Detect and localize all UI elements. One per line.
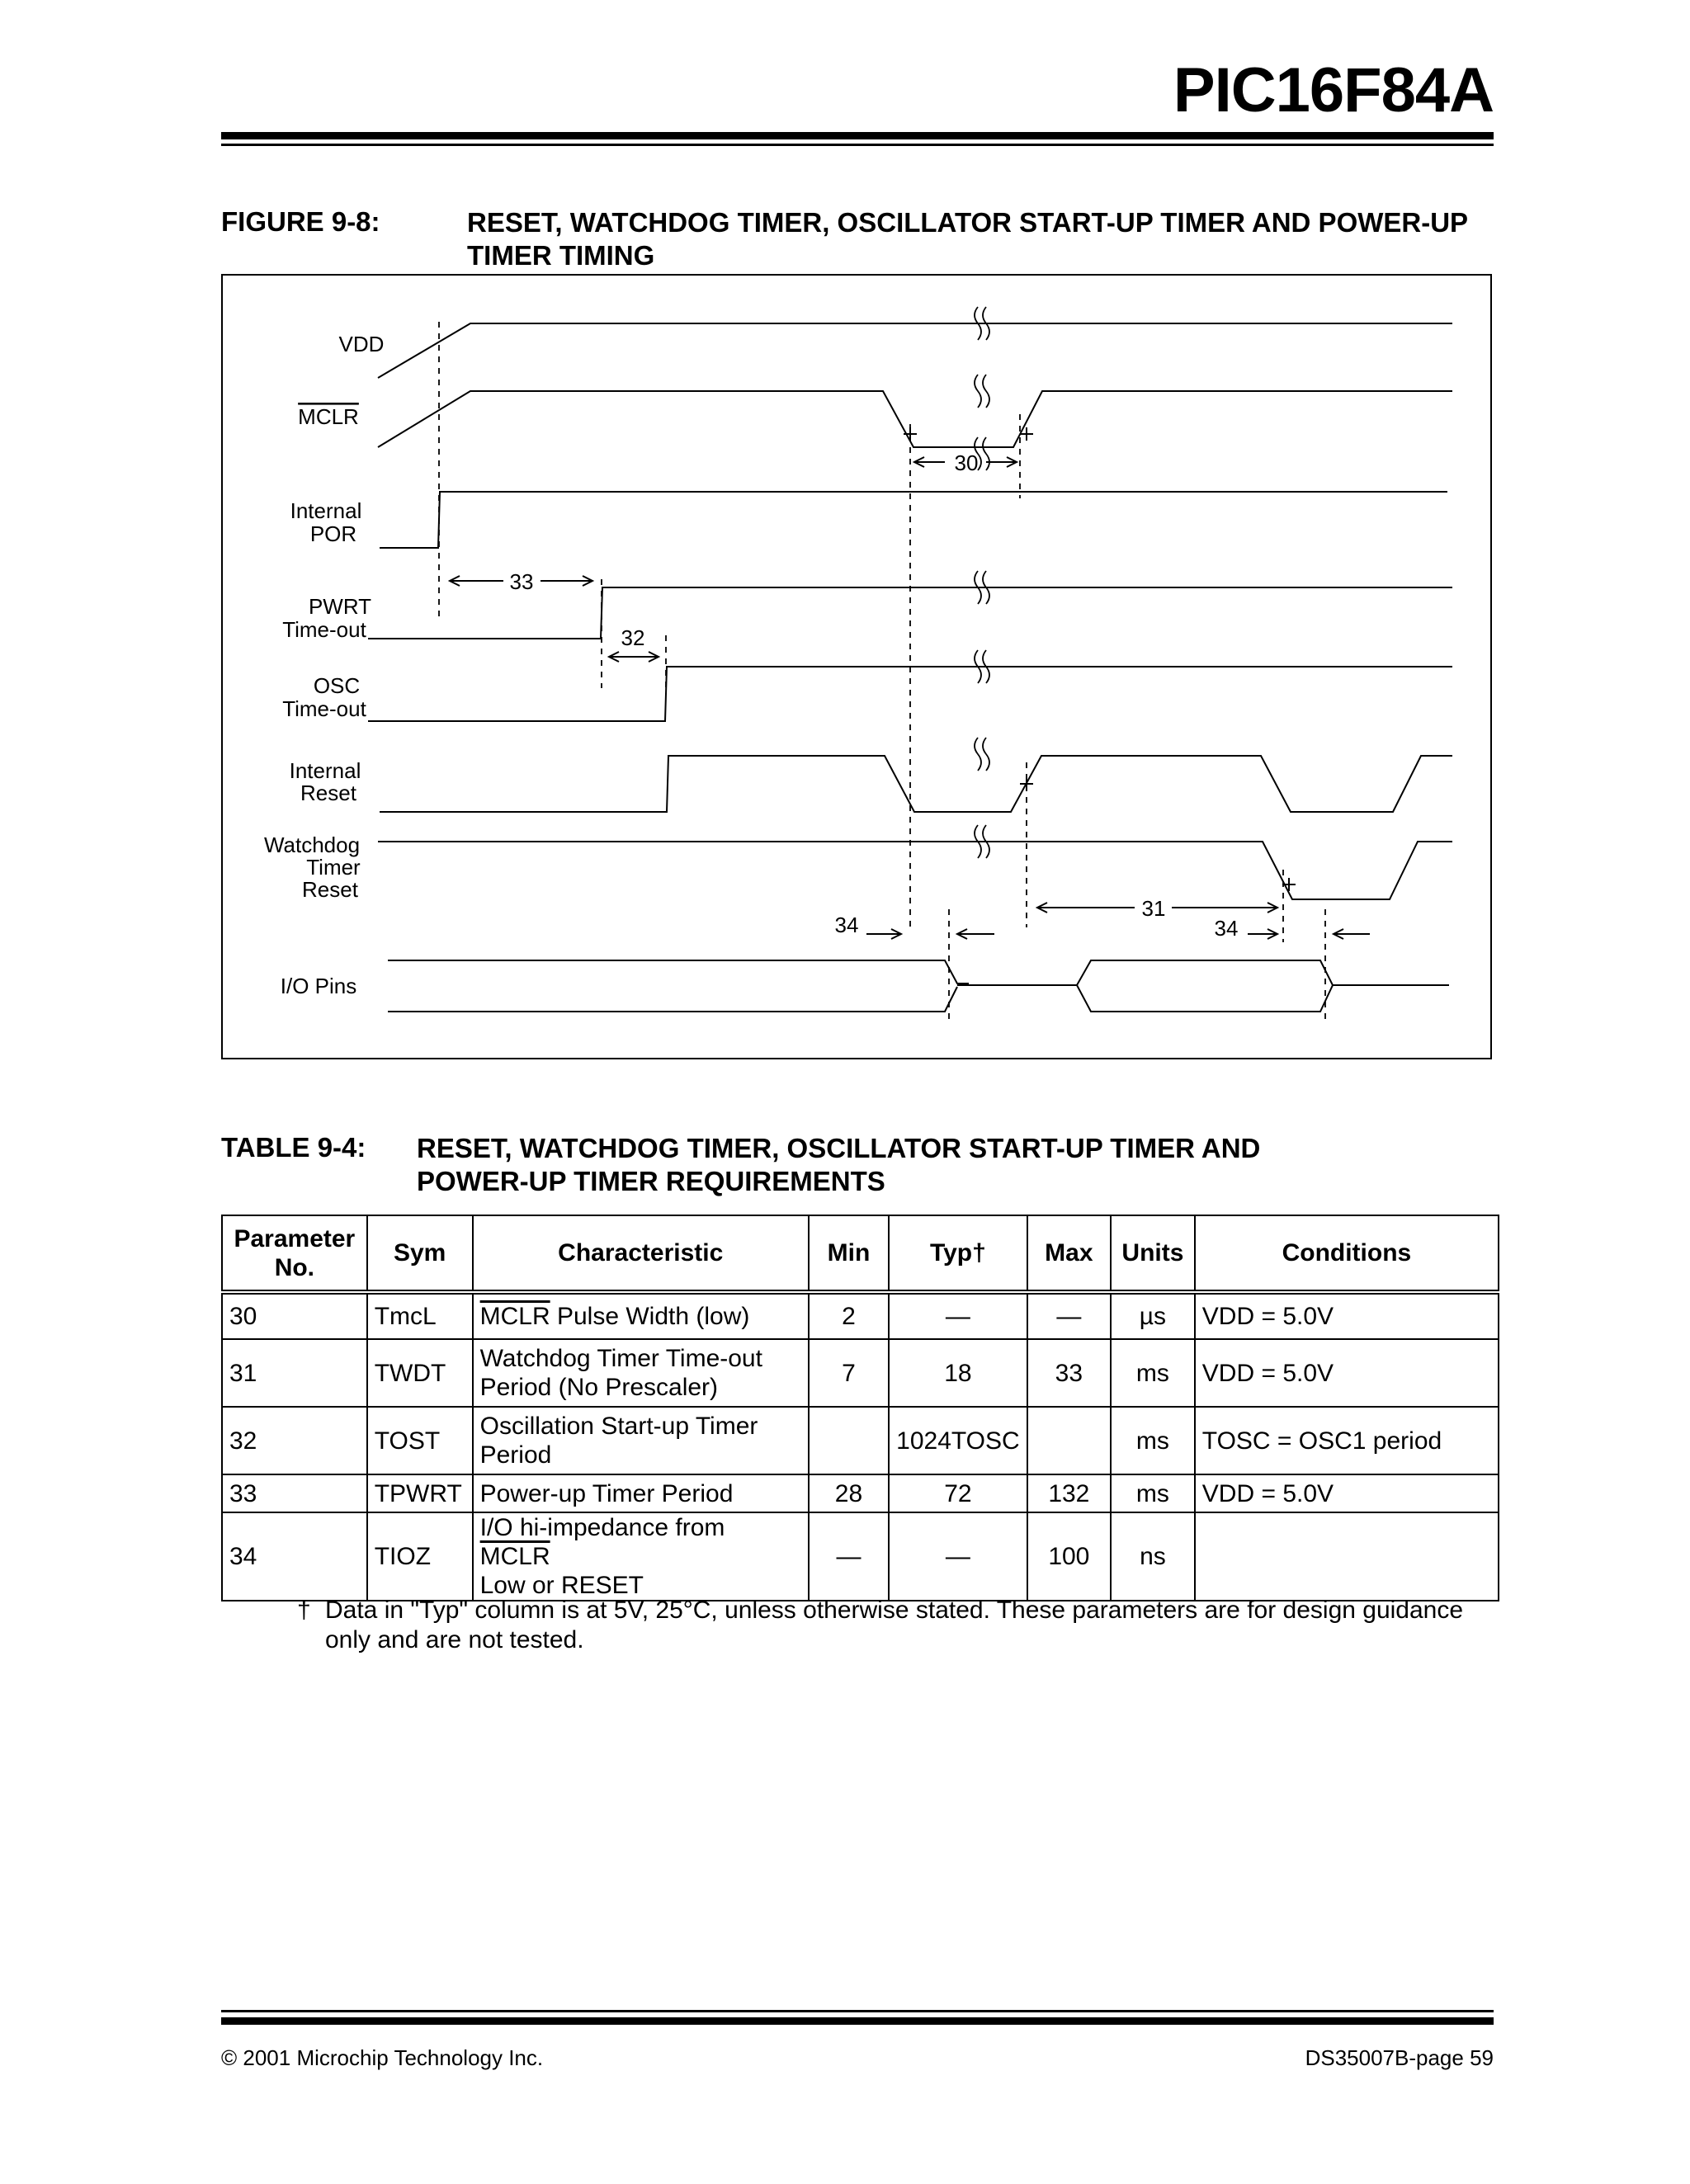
cell-min: 28: [809, 1474, 889, 1512]
cell-param: 31: [222, 1339, 367, 1407]
requirements-table: [221, 1215, 1499, 1601]
cell-sym: TmcL: [367, 1292, 473, 1339]
vdd-waveform: [378, 323, 1452, 378]
cell-conditions: VDD = 5.0V: [1195, 1474, 1499, 1512]
label-por-1: Internal: [290, 498, 362, 523]
table-row: [222, 1407, 1499, 1474]
cell-characteristic: Watchdog Timer Time-out Period (No Prescaler): [473, 1339, 809, 1407]
wdt-waveform: [378, 842, 1452, 899]
cell-sym: TIOZ: [367, 1512, 473, 1601]
timing-diagram: [221, 274, 1492, 1059]
cell-param: 32: [222, 1407, 367, 1474]
cell-typ: 72: [889, 1474, 1027, 1512]
por-waveform: [380, 492, 1447, 548]
marker-34-left: 34: [834, 913, 859, 937]
header-rule-thin: [221, 144, 1494, 146]
cell-characteristic: [473, 1292, 809, 1339]
mclr-overline-text: MCLR: [479, 1303, 550, 1330]
label-osc-1: OSC: [313, 673, 361, 698]
page-number: DS35007B-page 59: [1305, 2045, 1494, 2070]
header-sym: Sym: [367, 1215, 473, 1292]
table-row: [222, 1474, 1499, 1512]
mclr-overline-text: MCLR: [479, 1543, 550, 1570]
break-marks: [975, 307, 989, 858]
cell-characteristic: Power-up Timer Period: [473, 1474, 809, 1512]
mclr-waveform: [378, 391, 1452, 447]
cell-sym: TPWRT: [367, 1474, 473, 1512]
cell-conditions: [1195, 1512, 1499, 1601]
marker-33: 33: [509, 569, 534, 594]
marker-32: 32: [621, 625, 645, 650]
cell-characteristic: Oscillation Start-up Timer Period: [473, 1407, 809, 1474]
cell-min: 2: [809, 1292, 889, 1339]
label-vdd: VDD: [338, 332, 385, 356]
cell-characteristic: [473, 1512, 809, 1601]
label-pwrt-2: Time-out: [282, 617, 366, 642]
header-max: Max: [1027, 1215, 1111, 1292]
cell-typ: —: [889, 1512, 1027, 1601]
label-reset-2: Reset: [300, 781, 356, 805]
cell-conditions: TOSC = OSC1 period: [1195, 1407, 1499, 1474]
characteristic-text: I/O hi-impedance from: [479, 1514, 725, 1541]
header-min: Min: [809, 1215, 889, 1292]
cell-units: ms: [1111, 1407, 1195, 1474]
cell-min: —: [809, 1512, 889, 1601]
cell-units: ms: [1111, 1474, 1195, 1512]
reference-lines: [439, 322, 1325, 1023]
copyright: © 2001 Microchip Technology Inc.: [221, 2045, 544, 2070]
label-reset-1: Internal: [289, 758, 361, 783]
cell-min: [809, 1407, 889, 1474]
label-por-2: POR: [309, 521, 357, 546]
figure-title: RESET, WATCHDOG TIMER, OSCILLATOR START-UP TIMER AND POWER-UP TIMER TIMING: [467, 207, 1468, 271]
cell-sym: TWDT: [367, 1339, 473, 1407]
cell-units: ns: [1111, 1512, 1195, 1601]
io-waveform-top: [388, 960, 969, 984]
figure-number: FIGURE 9-8:: [221, 206, 380, 237]
label-osc-2: Time-out: [282, 696, 366, 721]
cell-param: 30: [222, 1292, 367, 1339]
document-title: PIC16F84A: [1173, 55, 1494, 125]
cell-typ: 1024TOSC: [889, 1407, 1027, 1474]
crossing-markers: [904, 427, 1296, 891]
label-mclr: MCLR: [298, 404, 359, 429]
marker-30: 30: [954, 450, 979, 475]
characteristic-text-tail: Low or RESET: [479, 1572, 644, 1599]
label-pwrt-1: PWRT: [308, 594, 372, 619]
reset-waveform: [380, 756, 1452, 812]
cell-max: [1027, 1407, 1111, 1474]
marker-34-right: 34: [1214, 916, 1239, 941]
table-row: [222, 1339, 1499, 1407]
table-number: TABLE 9-4:: [221, 1132, 366, 1163]
table-row: [222, 1292, 1499, 1339]
cell-typ: 18: [889, 1339, 1027, 1407]
cell-min: 7: [809, 1339, 889, 1407]
io-waveform-active: [1077, 960, 1333, 1012]
footer-rule: [221, 2017, 1494, 2025]
cell-max: 100: [1027, 1512, 1111, 1601]
cell-typ: —: [889, 1292, 1027, 1339]
label-wdt-1: Watchdog: [263, 833, 361, 857]
cell-param: 34: [222, 1512, 367, 1601]
label-wdt-2: Timer: [306, 855, 361, 880]
cell-max: 132: [1027, 1474, 1111, 1512]
io-waveform-bottom: [388, 987, 957, 1012]
cell-sym: TOST: [367, 1407, 473, 1474]
header-typ: Typ†: [889, 1215, 1027, 1292]
header-rule: [221, 132, 1494, 139]
header-characteristic: Characteristic: [473, 1215, 809, 1292]
cell-max: —: [1027, 1292, 1111, 1339]
table-title: RESET, WATCHDOG TIMER, OSCILLATOR START-UP TIMER AND POWER-UP TIMER REQUIREMENTS: [417, 1133, 1261, 1196]
header-units: Units: [1111, 1215, 1195, 1292]
cell-max: 33: [1027, 1339, 1111, 1407]
table-row: [222, 1512, 1499, 1601]
label-io: I/O Pins: [280, 974, 357, 998]
cell-conditions: VDD = 5.0V: [1195, 1339, 1499, 1407]
cell-param: 33: [222, 1474, 367, 1512]
marker-31: 31: [1141, 896, 1166, 921]
header-param: Parameter No.: [222, 1215, 367, 1292]
cell-units: ms: [1111, 1339, 1195, 1407]
footer-rule-thin: [221, 2010, 1494, 2012]
cell-conditions: VDD = 5.0V: [1195, 1292, 1499, 1339]
characteristic-text: Pulse Width (low): [550, 1303, 750, 1330]
label-wdt-3: Reset: [302, 877, 358, 902]
cell-units: µs: [1111, 1292, 1195, 1339]
footnote-text: Data in "Typ" column is at 5V, 25°C, unless otherwise stated. These parameters are for design guidance only and are not tested.: [325, 1597, 1464, 1653]
header-conditions: Conditions: [1195, 1215, 1499, 1292]
table-header-row: [222, 1215, 1499, 1292]
footnote-dagger: †: [297, 1597, 311, 1624]
